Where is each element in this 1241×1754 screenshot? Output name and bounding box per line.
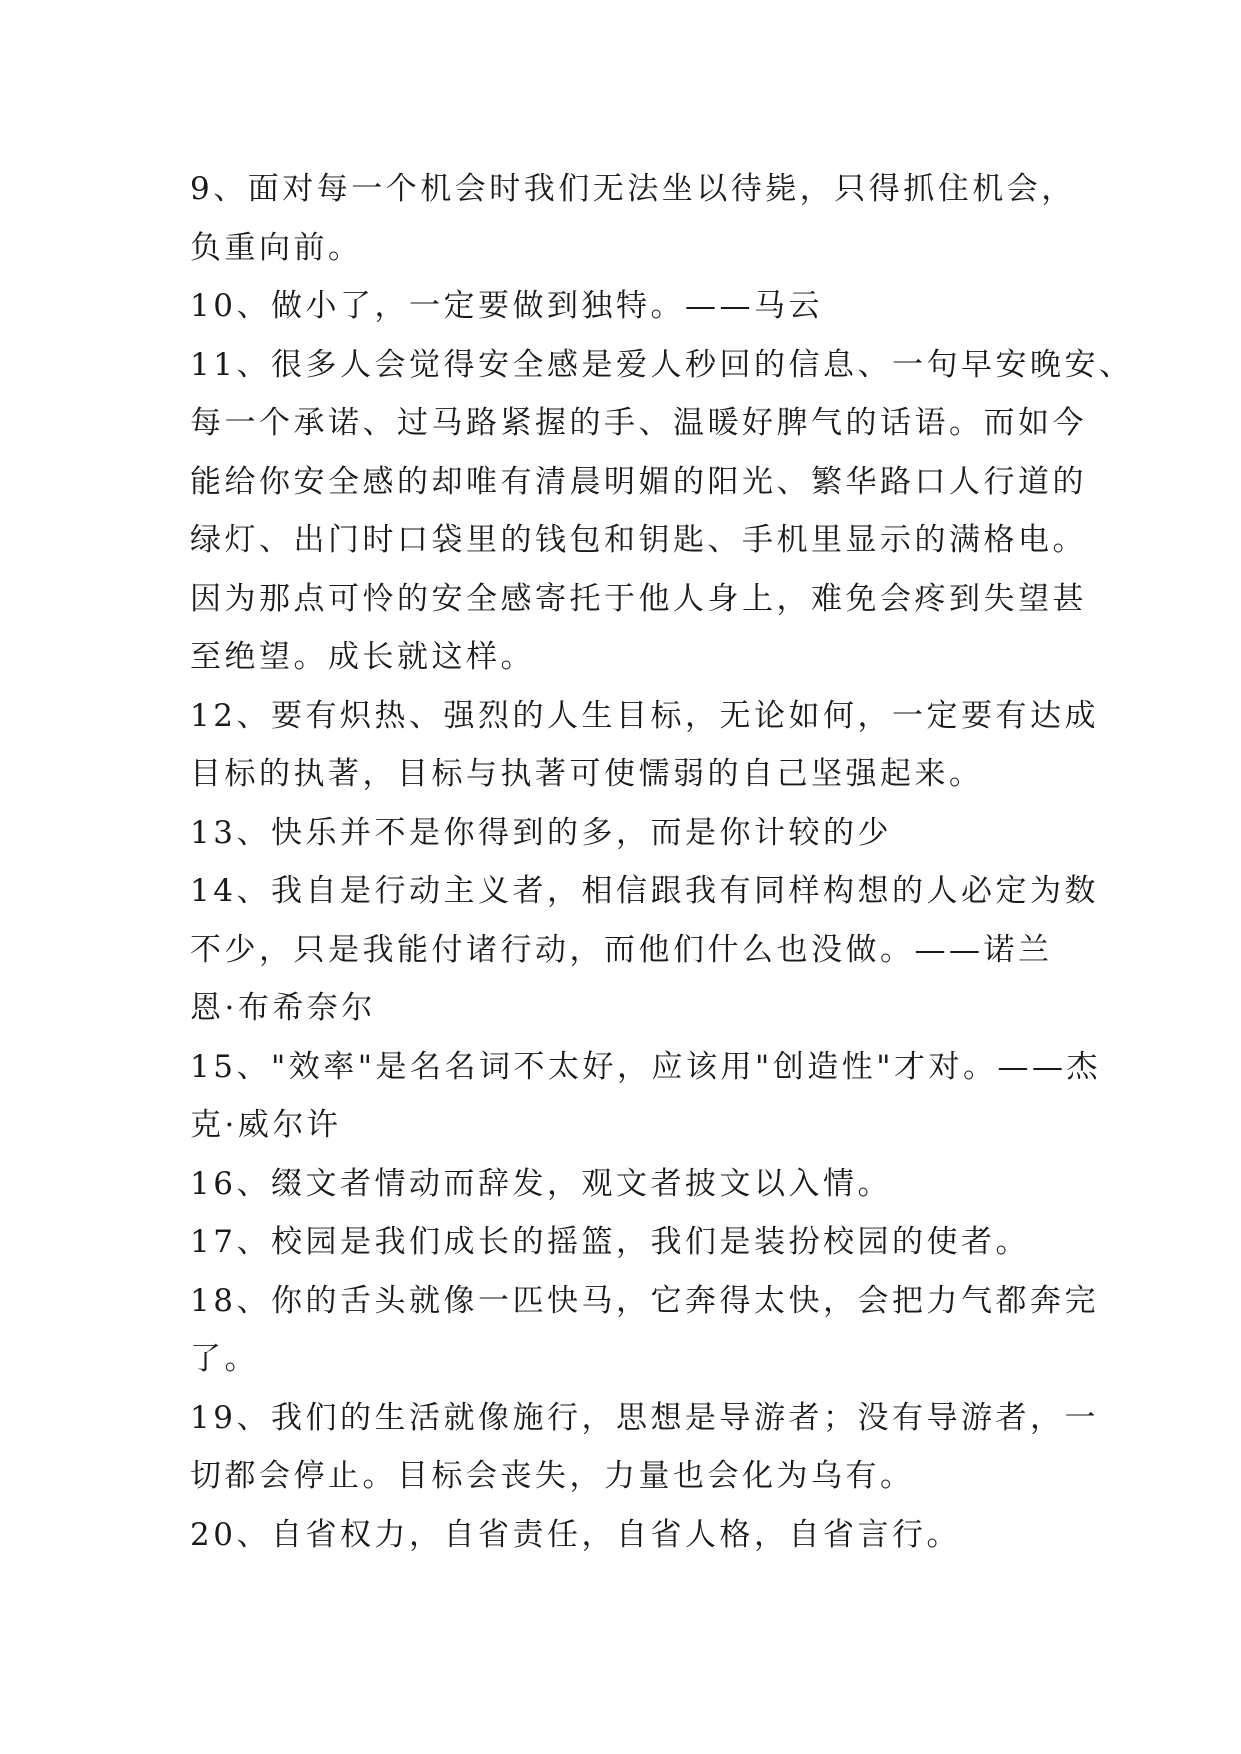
quote-16-line-1: 16、缀文者情动而辞发，观文者披文以入情。 bbox=[190, 1165, 892, 1202]
quote-11-line-3: 能给你安全感的却唯有清晨明媚的阳光、繁华路口人行道的 bbox=[190, 463, 1087, 500]
quote-17-line-1: 17、校园是我们成长的摇篮，我们是装扮校园的使者。 bbox=[190, 1224, 1030, 1260]
quote-19-line-1: 19、我们的生活就像施行，思想是导游者；没有导游者，一 bbox=[190, 1399, 1099, 1436]
quote-15-line-2: 克·威尔许 bbox=[190, 1107, 342, 1143]
quote-19-line-2: 切都会停止。目标会丧失，力量也会化为乌有。 bbox=[190, 1458, 915, 1494]
quote-11-line-6: 至绝望。成长就这样。 bbox=[190, 639, 535, 675]
quote-11-line-1: 11、很多人会觉得安全感是爱人秒回的信息、一句早安晚安、 bbox=[190, 346, 1134, 383]
quote-15-line-1: 15、"效率"是名名词不太好，应该用"创造性"才对。——杰 bbox=[190, 1048, 1101, 1085]
quote-9-line-1: 9、面对每一个机会时我们无法坐以待毙，只得抓住机会， bbox=[190, 171, 1076, 207]
quote-12-line-2: 目标的执著，目标与执著可使懦弱的自己坚强起来。 bbox=[190, 756, 984, 792]
quote-14-line-2: 不少，只是我能付诸行动，而他们什么也没做。——诺兰 bbox=[190, 931, 1053, 968]
quote-12-line-1: 12、要有炽热、强烈的人生目标，无论如何，一定要有达成 bbox=[190, 697, 1099, 734]
quote-14-line-1: 14、我自是行动主义者，相信跟我有同样构想的人必定为数 bbox=[190, 873, 1099, 909]
quote-list bbox=[190, 160, 1134, 1564]
quote-11-line-4: 绿灯、出门时口袋里的钱包和钥匙、手机里显示的满格电。 bbox=[190, 522, 1087, 558]
quote-18-line-1: 18、你的舌头就像一匹快马，它奔得太快，会把力气都奔完 bbox=[190, 1282, 1099, 1319]
quote-11-line-5: 因为那点可怜的安全感寄托于他人身上，难免会疼到失望甚 bbox=[190, 580, 1087, 617]
quote-10-line-1: 10、做小了，一定要做到独特。——马云 bbox=[190, 288, 823, 324]
quote-18-line-2: 了。 bbox=[190, 1341, 259, 1377]
quote-9-line-2: 负重向前。 bbox=[190, 229, 363, 266]
quote-13-line-1: 13、快乐并不是你得到的多，而是你计较的少 bbox=[190, 814, 892, 851]
quote-14-line-3: 恩·布希奈尔 bbox=[190, 990, 376, 1026]
quote-20-line-1: 20、自省权力，自省责任，自省人格，自省言行。 bbox=[190, 1516, 961, 1553]
quote-11-line-2: 每一个承诺、过马路紧握的手、温暖好脾气的话语。而如今 bbox=[190, 405, 1087, 441]
